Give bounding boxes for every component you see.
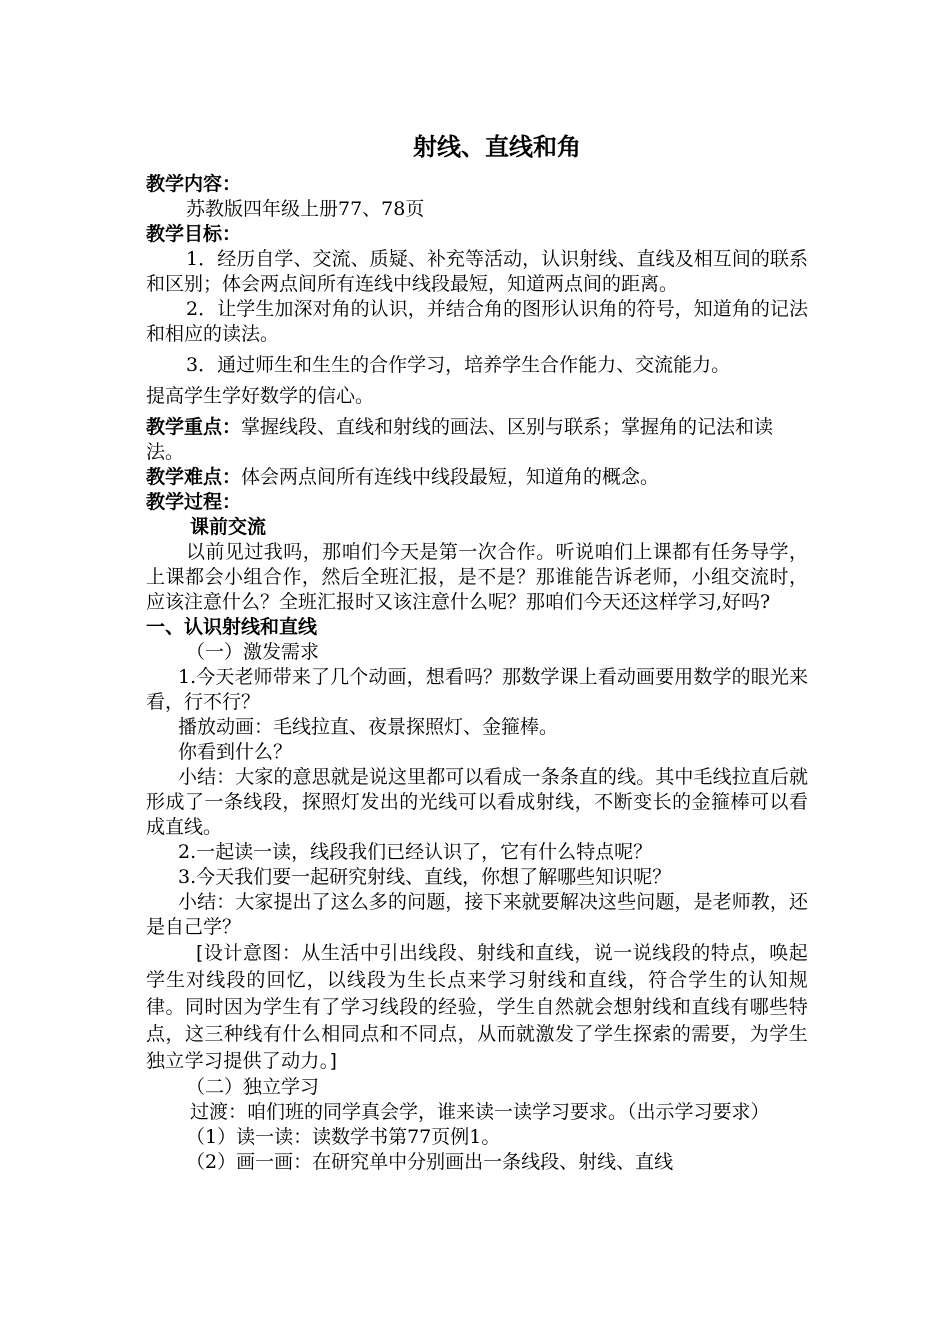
document-title: 射线、直线和角 [413, 132, 581, 161]
key-points [146, 415, 808, 465]
sub1-heading: （一）激发需求 [186, 641, 320, 663]
goal-item-2: 2．让学生加深对角的认识，并结合角的图形认识角的符号，知道角的记法和相应的读法。 [146, 298, 808, 345]
content-text: 苏教版四年级上册77、78页 [186, 198, 425, 220]
difficulty-points [146, 465, 808, 490]
section1-heading: 一、认识射线和直线 [146, 616, 318, 638]
sub1-paragraph-3: 你看到什么？ [178, 741, 293, 763]
design-note: [设计意图：从生活中引出线段、射线和直线，说一说线段的特点，唤起学生对线段的回忆，以线段为生长点来学习射线和直线，符合学生的认知规律。同时因为学生有了学习线段的经验，学生自然就会想射线和直线有哪些特点，这三种线有什么相同点和不同点，从而就激发了学生探索的需要，为学生独立学习提供了动力。] [146, 942, 808, 1072]
pre-class-heading: 课前交流 [190, 516, 267, 538]
goal-item-1: 1．经历自学、交流、质疑、补充等活动，认识射线、直线及相互间的联系和区别；体会两点间所有连线中线段最短，知道两点间的距离。 [146, 248, 808, 295]
goal-item-3: 3．通过师生和生生的合作学习，培养学生合作能力、交流能力。 [186, 354, 731, 376]
sub2-paragraph-3: （2）画一画：在研究单中分别画出一条线段、射线、直线 [186, 1151, 674, 1173]
sub2-paragraph-2: （1）读一读：读数学书第77页例1。 [186, 1126, 501, 1148]
content-heading: 教学内容： [146, 173, 242, 195]
goals-tail: 提高学生学好数学的信心。 [146, 385, 375, 407]
sub1-paragraph-2: 播放动画：毛线拉直、夜景探照灯、金箍棒。 [178, 716, 559, 738]
sub1-paragraph-6: 3.今天我们要一起研究射线、直线，你想了解哪些知识呢？ [178, 866, 672, 888]
pre-class-text: 以前见过我吗，那咱们今天是第一次合作。听说咱们上课都有任务导学，上课都会小组合作，然后全班汇报，是不是？那谁能告诉老师，小组交流时，应该注意什么？全班汇报时又该注意什么呢？那咱们今天还这样学习,好吗? [146, 541, 808, 613]
key-label: 教学重点： [146, 416, 242, 438]
difficulty-text: 体会两点间所有连线中线段最短，知道角的概念。 [241, 466, 660, 488]
sub2-paragraph-1: 过渡：咱们班的同学真会学，谁来读一读学习要求。（出示学习要求） [190, 1101, 770, 1123]
sub1-paragraph-5: 2.一起读一读，线段我们已经认识了，它有什么特点呢？ [178, 841, 653, 863]
sub2-heading: （二）独立学习 [186, 1076, 320, 1098]
document-page [146, 130, 808, 1175]
sub1-paragraph-1: 1.今天老师带来了几个动画，想看吗？那数学课上看动画要用数学的眼光来看，行不行？ [146, 666, 808, 713]
process-heading: 教学过程： [146, 491, 242, 513]
goals-heading: 教学目标： [146, 223, 242, 245]
difficulty-label: 教学难点： [146, 466, 242, 488]
sub1-paragraph-7: 小结：大家提出了这么多的问题，接下来就要解决这些问题，是老师教，还是自己学？ [146, 891, 808, 938]
key-text: 掌握线段、直线和射线的画法、区别与联系；掌握角的记法和读法。 [146, 416, 774, 463]
sub1-paragraph-4: 小结：大家的意思就是说这里都可以看成一条条直的线。其中毛线拉直后就形成了一条线段，探照灯发出的光线可以看成射线，不断变长的金箍棒可以看成直线。 [146, 766, 808, 838]
